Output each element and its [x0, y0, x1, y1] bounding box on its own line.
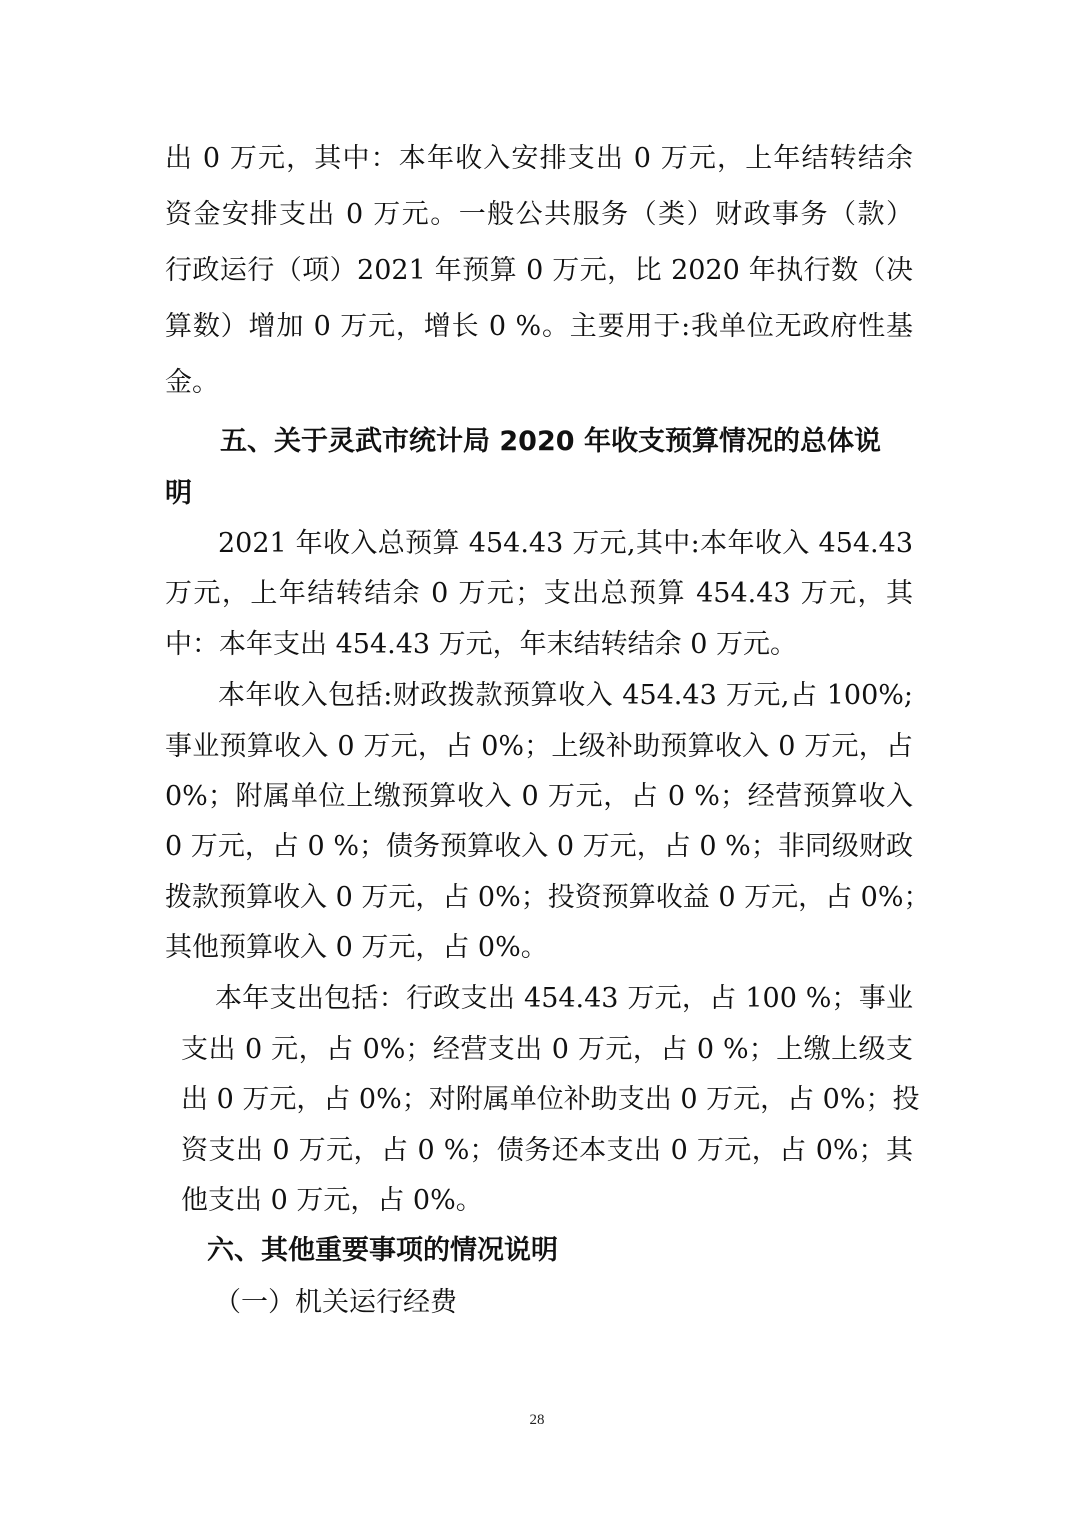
- text-line: 资金安排支出 0 万元。一般公共服务（类）财政事务（款）: [165, 199, 913, 230]
- text-line: 出 0 万元，其中：本年收入安排支出 0 万元，上年结转结余: [165, 143, 913, 174]
- text-line: 2021 年收入总预算 454.43 万元,其中:本年收入 454.43: [218, 528, 913, 559]
- section-heading: 五、关于灵武市统计局 2020 年收支预算情况的总体说: [220, 426, 881, 457]
- text-line: 万元，上年结转结余 0 万元；支出总预算 454.43 万元，其: [165, 578, 913, 609]
- text-line: 支出 0 元，占 0%；经营支出 0 万元，占 0 %；上缴上级支: [181, 1034, 913, 1065]
- text-line: 0 万元，占 0 %；债务预算收入 0 万元，占 0 %；非同级财政: [165, 831, 913, 862]
- page-number: 28: [529, 1412, 545, 1428]
- text-line: 算数）增加 0 万元，增长 0 %。主要用于:我单位无政府性基: [165, 311, 913, 342]
- text-line: 金。: [165, 367, 219, 398]
- text-line: 0%；附属单位上缴预算收入 0 万元，占 0 %；经营预算收入: [165, 781, 913, 812]
- text-line: 中：本年支出 454.43 万元，年末结转结余 0 万元。: [165, 629, 797, 660]
- text-line: 行政运行（项）2021 年预算 0 万元，比 2020 年执行数（决: [165, 255, 913, 286]
- text-line: 资支出 0 万元，占 0 %；债务还本支出 0 万元，占 0%；其: [181, 1135, 913, 1166]
- text-line: 本年支出包括：行政支出 454.43 万元，占 100 %；事业: [215, 983, 913, 1014]
- section-heading: 明: [165, 478, 192, 509]
- text-line: 出 0 万元，占 0%；对附属单位补助支出 0 万元，占 0%；投: [181, 1084, 920, 1115]
- text-line: 本年收入包括:财政拨款预算收入 454.43 万元,占 100%;: [218, 680, 913, 711]
- text-line: 事业预算收入 0 万元，占 0%；上级补助预算收入 0 万元，占: [165, 731, 913, 762]
- text-line: 拨款预算收入 0 万元，占 0%；投资预算收益 0 万元，占 0%；: [165, 882, 931, 913]
- text-line: 其他预算收入 0 万元，占 0%。: [165, 932, 548, 963]
- text-line: 他支出 0 万元，占 0%。: [181, 1185, 483, 1216]
- subsection-heading: （一）机关运行经费: [214, 1287, 457, 1318]
- section-heading: 六、其他重要事项的情况说明: [207, 1235, 558, 1266]
